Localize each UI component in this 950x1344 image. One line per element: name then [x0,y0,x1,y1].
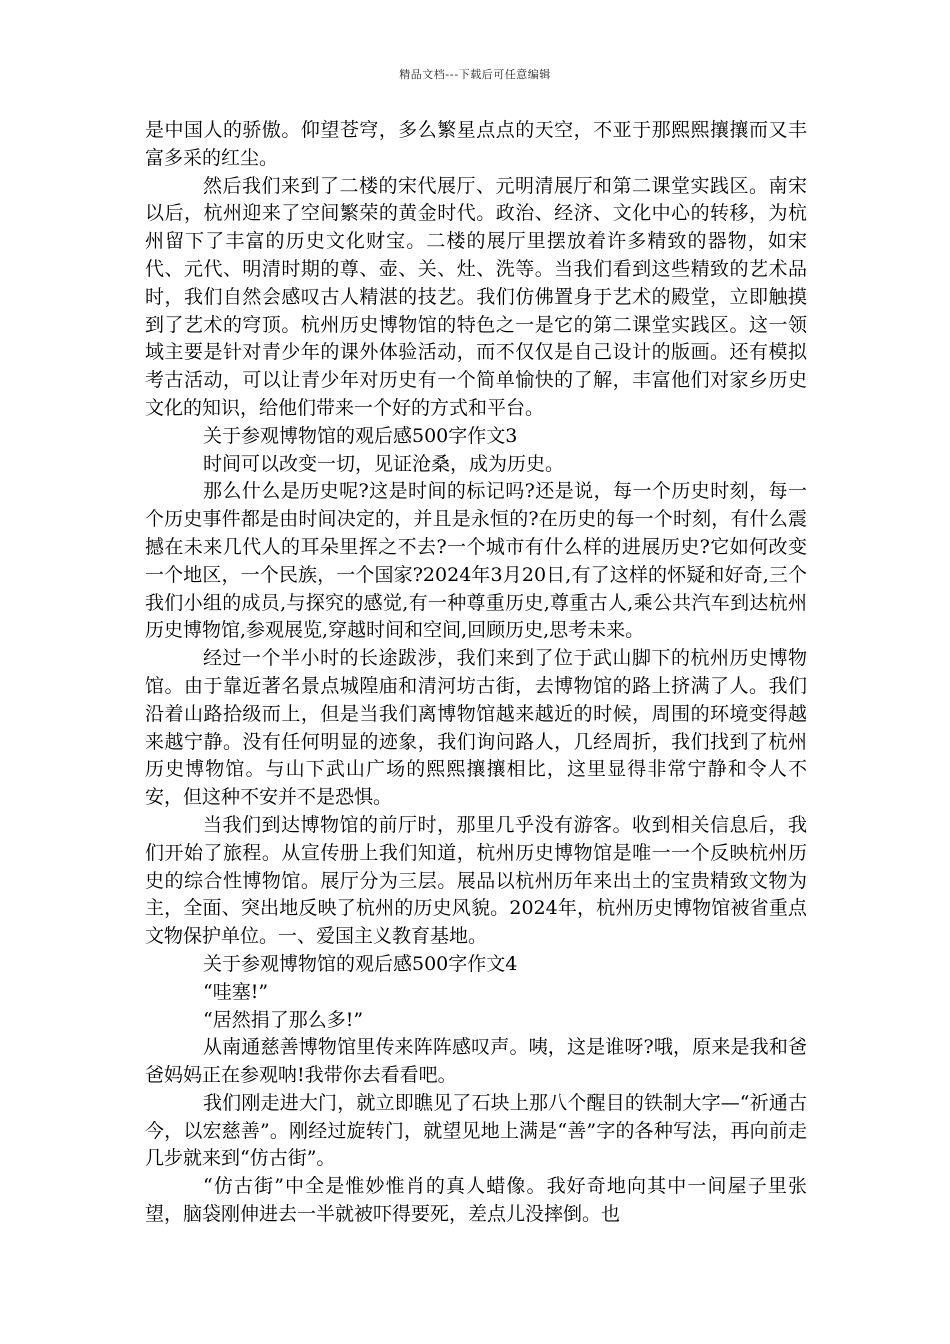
page-header: 精品文档---下载后可任意编辑 [399,68,551,81]
essay-title: 关于参观博物馆的观后感500字作文3 [203,424,518,447]
paragraph: 当我们到达博物馆的前厅时，那里几乎没有游客。收到相关信息后，我们开始了旅程。从宣传册上我们知道，杭州历史博物馆是唯一一个反映杭州历史的综合性博物馆。展厅分为三层。展品以杭州历年来出土的宝贵精致文物为主，全面、突出地反映了杭州的历史风貌。2024年，杭州历史博物馆被省重点文物保护单位。一、爱国主义教育基地。 [145,813,807,948]
paragraph: “仿古街”中全是惟妙惟肖的真人蜡像。我好奇地向其中一间屋子里张望，脑袋刚伸进去一半就被吓得要死，差点儿没摔倒。也 [145,1175,807,1226]
paragraph: 是中国人的骄傲。仰望苍穹，多么繁星点点的天空，不亚于那熙熙攘攘而又丰富多采的红尘。 [145,119,807,169]
paragraph: 我们刚走进大门，就立即瞧见了石块上那八个醒目的铁制大字—“祈通古今，以宏慈善”。刚经过旋转门，就望见地上满是“善”字的各种写法，再向前走几步就来到“仿古街”。 [145,1091,807,1170]
paragraph: 那么什么是历史呢?这是时间的标记吗?还是说，每一个历史时刻，每一个历史事件都是由时间决定的，并且是永恒的?在历史的每一个时刻，有什么震撼在未来几代人的耳朵里挥之不去?一个城市有什么样的进展历史?它如何改变一个地区，一个民族，一个国家?2024年3月20日,有了这样的怀疑和好奇,三个我们小组的成员,与探究的感觉,有一种尊重历史,尊重古人,乘公共汽车到达杭州历史博物馆,参观展览,穿越时间和空间,回顾历史,思考未来。 [145,480,807,642]
paragraph: 时间可以改变一切，见证沧桑，成为历史。 [203,452,565,475]
document-body [145,117,807,1229]
paragraph: “哇塞!” [203,980,269,1003]
paragraph: “居然捐了那么多!” [203,1008,364,1031]
paragraph: 然后我们来到了二楼的宋代展厅、元明清展厅和第二课堂实践区。南宋以后，杭州迎来了空间繁荣的黄金时代。政治、经济、文化中心的转移，为杭州留下了丰富的历史文化财宝。二楼的展厅里摆放着许多精致的器物，如宋代、元代、明清时期的尊、壶、关、灶、洗等。当我们看到这些精致的艺术品时，我们自然会感叹古人精湛的技艺。我们仿佛置身于艺术的殿堂，立即触摸到了艺术的穹顶。杭州历史博物馆的特色之一是它的第二课堂实践区。这一领域主要是针对青少年的课外体验活动，而不仅仅是自己设计的版画。还有模拟考古活动，可以让青少年对历史有一个简单愉快的了解，丰富他们对家乡历史文化的知识，给他们带来一个好的方式和平台。 [145,174,807,419]
paragraph: 经过一个半小时的长途跋涉，我们来到了位于武山脚下的杭州历史博物馆。由于靠近著名景点城隍庙和清河坊古街，去博物馆的路上挤满了人。我们沿着山路拾级而上，但是当我们离博物馆越来越近的时候，周围的环境变得越来越宁静。没有任何明显的迹象，我们询问路人，几经周折，我们找到了杭州历史博物馆。与山下武山广场的熙熙攘攘相比，这里显得非常宁静和令人不安，但这种不安并不是恐惧。 [145,647,807,809]
paragraph: 从南通慈善博物馆里传来阵阵感叹声。咦，这是谁呀?哦，原来是我和爸爸妈妈正在参观呐!我带你去看看吧。 [145,1036,807,1087]
essay-title: 关于参观博物馆的观后感500字作文4 [203,952,518,975]
